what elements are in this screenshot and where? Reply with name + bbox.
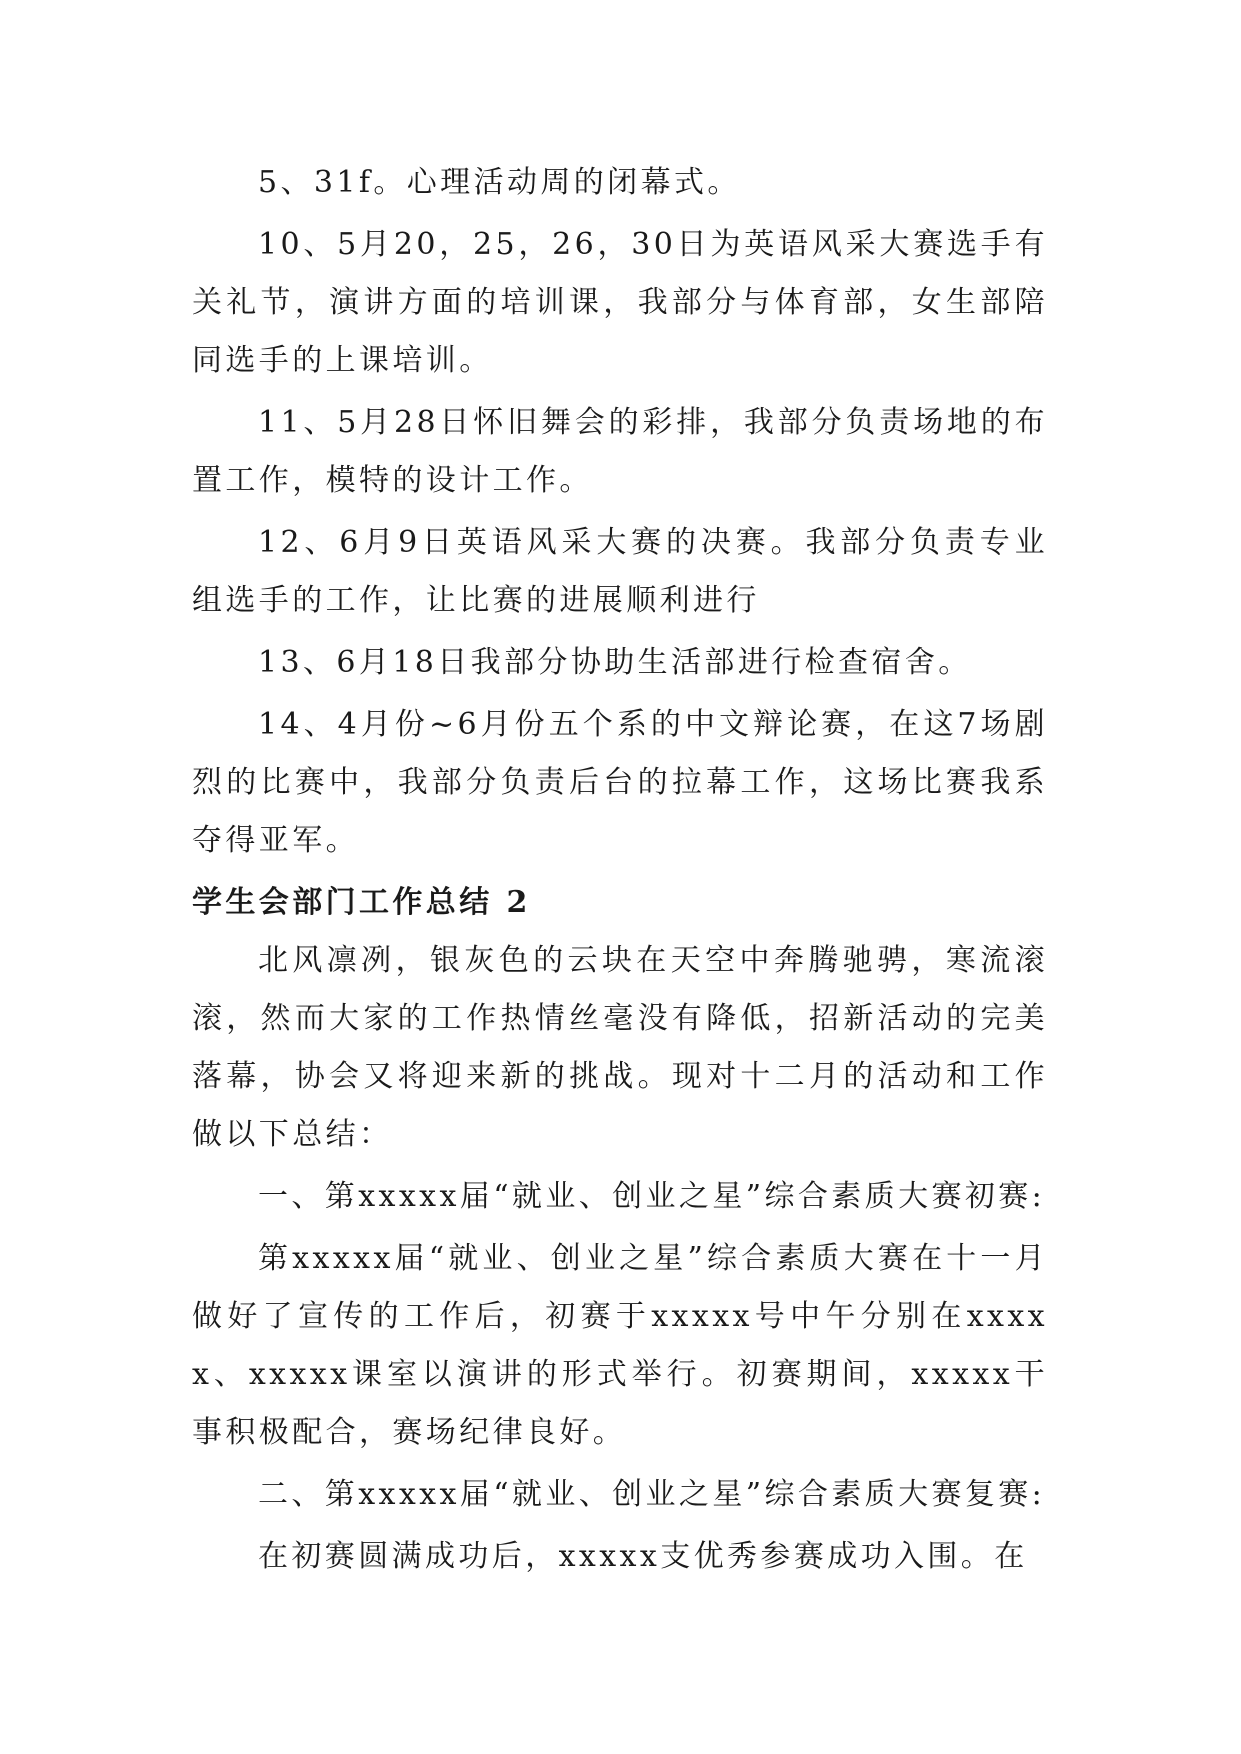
paragraph-subheading-2: 二、第xxxxx届“就业、创业之星”综合素质大赛复赛: <box>258 1477 1046 1512</box>
paragraph-subheading-1: 一、第xxxxx届“就业、创业之星”综合素质大赛初赛: <box>258 1179 1046 1214</box>
paragraph-intro: 北风凛冽，银灰色的云块在天空中奔腾驰骋，寒流滚滚，然而大家的工作热情丝毫没有降低，招新活动的完美落幕，协会又将迎来新的挑战。现对十二月的活动和工作做以下总结： <box>192 943 1048 1152</box>
paragraph-preliminary: 第xxxxx届“就业、创业之星”综合素质大赛在十一月做好了宣传的工作后，初赛于xxxxx号中午分别在xxxxx、xxxxx课室以演讲的形式举行。初赛期间，xxxxx干事积极配合，赛场纪律良好。 <box>192 1241 1048 1450</box>
paragraph-item-14: 14、4月份~6月份五个系的中文辩论赛，在这7场剧烈的比赛中，我部分负责后台的拉幕工作，这场比赛我系夺得亚军。 <box>192 707 1048 858</box>
paragraph-item-10: 10、5月20，25，26，30日为英语风采大赛选手有关礼节，演讲方面的培训课，我部分与体育部，女生部陪同选手的上课培训。 <box>192 227 1048 378</box>
paragraph-semifinal: 在初赛圆满成功后，xxxxx支优秀参赛成功入围。在 <box>258 1539 1028 1574</box>
paragraph-item-11: 11、5月28日怀旧舞会的彩排，我部分负责场地的布置工作，模特的设计工作。 <box>192 405 1048 498</box>
paragraph-item-12: 12、6月9日英语风采大赛的决赛。我部分负责专业组选手的工作，让比赛的进展顺利进行 <box>192 525 1048 618</box>
paragraph-item-5: 5、31f。心理活动周的闭幕式。 <box>258 165 741 200</box>
paragraph-item-13: 13、6月18日我部分协助生活部进行检查宿舍。 <box>258 645 972 680</box>
section-heading: 学生会部门工作总结 2 <box>192 885 531 920</box>
document-body <box>192 154 1048 1586</box>
